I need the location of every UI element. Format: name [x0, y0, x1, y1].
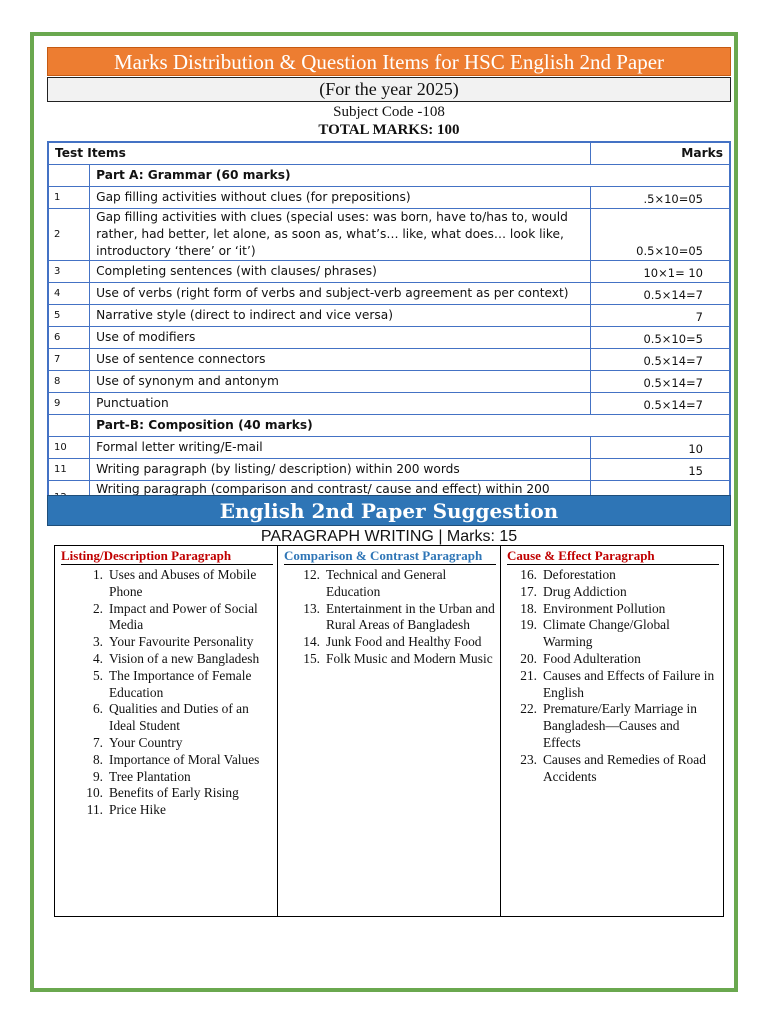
list-item-text: Food Adulteration — [543, 650, 641, 666]
table-row — [48, 370, 730, 392]
list-item-text: Folk Music and Modern Music — [326, 650, 493, 666]
list-item — [81, 769, 273, 786]
list-item-number: 13. — [303, 600, 320, 616]
row-item: Formal letter writing/E-mail — [90, 436, 591, 458]
cause-effect-heading: Cause & Effect Paragraph — [507, 547, 719, 565]
row-item: Use of sentence connectors — [90, 348, 591, 370]
table-row — [48, 208, 730, 260]
part-a-section — [48, 164, 730, 414]
list-item-text: Price Hike — [109, 802, 166, 818]
row-number: 9 — [48, 392, 90, 414]
list-item-number: 1. — [92, 567, 103, 582]
list-item-text: Causes and Remedies of Road Accidents — [543, 751, 706, 784]
table-row — [48, 348, 730, 370]
table-header-marks: Marks — [591, 142, 730, 164]
row-marks: 7 — [591, 304, 730, 326]
table-row — [48, 260, 730, 282]
list-item-text: Tree Plantation — [109, 768, 191, 784]
row-number: 3 — [48, 260, 90, 282]
table-row — [48, 304, 730, 326]
list-item — [298, 634, 496, 651]
page-title: Marks Distribution & Question Items for HSC English 2nd Paper — [47, 47, 731, 76]
list-item-text: Qualities and Duties of an Ideal Student — [109, 701, 249, 734]
list-item-number: 3. — [92, 634, 103, 650]
listing-list — [61, 567, 273, 819]
row-number: 4 — [48, 282, 90, 304]
list-item — [81, 752, 273, 769]
row-number: 5 — [48, 304, 90, 326]
paragraph-columns — [54, 545, 724, 917]
suggestion-title: English 2nd Paper Suggestion — [47, 495, 731, 526]
list-item-number: 14. — [303, 634, 320, 650]
list-item-text: Uses and Abuses of Mobile Phone — [109, 567, 257, 599]
comparison-heading: Comparison & Contrast Paragraph — [284, 547, 496, 565]
row-marks: 15 — [591, 458, 730, 480]
row-marks: .5×10=05 — [591, 186, 730, 208]
row-number: 1 — [48, 186, 90, 208]
year-label: (For the year 2025) — [47, 77, 731, 102]
row-item: Narrative style (direct to indirect and vice versa) — [90, 304, 591, 326]
row-marks: 0.5×14=7 — [591, 392, 730, 414]
row-marks: 0.5×10=5 — [591, 326, 730, 348]
list-item-number: 2. — [92, 600, 103, 616]
list-item-number: 17. — [520, 583, 537, 599]
list-item-text: Climate Change/Global Warming — [543, 617, 670, 650]
table-row — [48, 436, 730, 458]
list-item-text: The Importance of Female Education — [109, 667, 252, 700]
row-marks: 10 — [591, 436, 730, 458]
list-item-text: Vision of a new Bangladesh — [109, 650, 260, 666]
list-item — [81, 634, 273, 651]
list-item-number: 4. — [92, 650, 103, 666]
list-item — [515, 701, 719, 751]
row-number: 10 — [48, 436, 90, 458]
list-item-number: 5. — [92, 667, 103, 683]
list-item — [81, 601, 273, 635]
list-item-number: 15. — [303, 650, 320, 666]
list-item-number: 12. — [303, 567, 320, 582]
row-item: Writing paragraph (comparison and contrast/ cause and effect) within 200 — [90, 480, 591, 516]
list-item-number: 18. — [520, 600, 537, 616]
list-item-text: Entertainment in the Urban and Rural Areas of Bangladesh — [326, 600, 495, 633]
list-item — [81, 651, 273, 668]
row-item: Gap filling activities with clues (special uses: was born, have to/has to, would rather, had better, let alone, as soon as, what’s… like, what does… look like, introductory ‘there’ or ‘it’) — [90, 208, 591, 260]
row-item: Gap filling activities without clues (for prepositions) — [90, 186, 591, 208]
list-item-number: 21. — [520, 667, 537, 683]
marks-distribution-table — [47, 141, 731, 517]
list-item-text: Impact and Power of Social Media — [109, 600, 258, 633]
table-row — [48, 458, 730, 480]
list-item — [515, 567, 719, 584]
list-item — [515, 651, 719, 668]
list-item-text: Benefits of Early Rising — [109, 785, 239, 801]
row-item: Completing sentences (with clauses/ phrases) — [90, 260, 591, 282]
cause-effect-column — [501, 546, 723, 916]
row-number: 7 — [48, 348, 90, 370]
list-item-text: Environment Pollution — [543, 600, 666, 616]
listing-heading: Listing/Description Paragraph — [61, 547, 273, 565]
list-item-number: 6. — [92, 701, 103, 717]
list-item — [515, 584, 719, 601]
part-b-heading: Part-B: Composition (40 marks) — [90, 414, 730, 436]
list-item-text: Deforestation — [543, 567, 616, 582]
list-item-text: Importance of Moral Values — [109, 751, 260, 767]
list-item — [515, 617, 719, 651]
subject-code: Subject Code -108 — [333, 104, 445, 120]
total-marks: TOTAL MARKS: 100 — [318, 122, 460, 138]
table-row — [48, 392, 730, 414]
list-item — [81, 802, 273, 819]
list-item-text: Drug Addiction — [543, 583, 627, 599]
list-item-text: Junk Food and Healthy Food — [326, 634, 482, 650]
list-item-text: Technical and General Education — [326, 567, 447, 599]
table-row — [48, 326, 730, 348]
list-item — [81, 701, 273, 735]
cause-effect-list — [507, 567, 719, 785]
list-item — [81, 785, 273, 802]
list-item-number: 23. — [520, 751, 537, 767]
list-item-number: 19. — [520, 617, 537, 633]
list-item-number: 9. — [92, 768, 103, 784]
list-item — [81, 735, 273, 752]
list-item — [515, 668, 719, 702]
comparison-list — [284, 567, 496, 668]
list-item-number: 10. — [86, 785, 103, 801]
row-marks: 0.5×14=7 — [591, 282, 730, 304]
table-row — [48, 186, 730, 208]
list-item-text: Causes and Effects of Failure in English — [543, 667, 715, 700]
paragraph-writing-heading: PARAGRAPH WRITING | Marks: 15 — [260, 528, 518, 545]
row-item: Use of modifiers — [90, 326, 591, 348]
list-item — [81, 668, 273, 702]
row-item: Writing paragraph (by listing/ description) within 200 words — [90, 458, 591, 480]
row-marks: 0.5×10=05 — [591, 208, 730, 260]
list-item — [515, 752, 719, 786]
list-item-text: Premature/Early Marriage in Bangladesh—Causes and Effects — [543, 701, 697, 750]
list-item-text: Your Favourite Personality — [109, 634, 254, 650]
row-item: Use of verbs (right form of verbs and subject-verb agreement as per context) — [90, 282, 591, 304]
comparison-column — [278, 546, 501, 916]
row-item: Punctuation — [90, 392, 591, 414]
row-number: 6 — [48, 326, 90, 348]
list-item-text: Your Country — [109, 734, 183, 750]
list-item — [298, 601, 496, 635]
row-number: 8 — [48, 370, 90, 392]
list-item-number: 22. — [520, 701, 537, 717]
list-item — [515, 601, 719, 618]
row-number: 11 — [48, 458, 90, 480]
part-a-heading: Part A: Grammar (60 marks) — [90, 164, 730, 186]
row-item: Use of synonym and antonym — [90, 370, 591, 392]
row-marks: 0.5×14=7 — [591, 348, 730, 370]
table-row — [48, 282, 730, 304]
row-number: 2 — [48, 208, 90, 260]
list-item — [298, 567, 496, 601]
list-item-number: 8. — [92, 751, 103, 767]
list-item — [81, 567, 273, 601]
list-item-number: 16. — [520, 567, 537, 582]
list-item-number: 20. — [520, 650, 537, 666]
row-marks: 10×1= 10 — [591, 260, 730, 282]
list-item-number: 11. — [86, 802, 103, 818]
row-marks: 0.5×14=7 — [591, 370, 730, 392]
list-item — [298, 651, 496, 668]
listing-column — [55, 546, 278, 916]
list-item-number: 7. — [92, 734, 103, 750]
table-header-items: Test Items — [48, 142, 591, 164]
